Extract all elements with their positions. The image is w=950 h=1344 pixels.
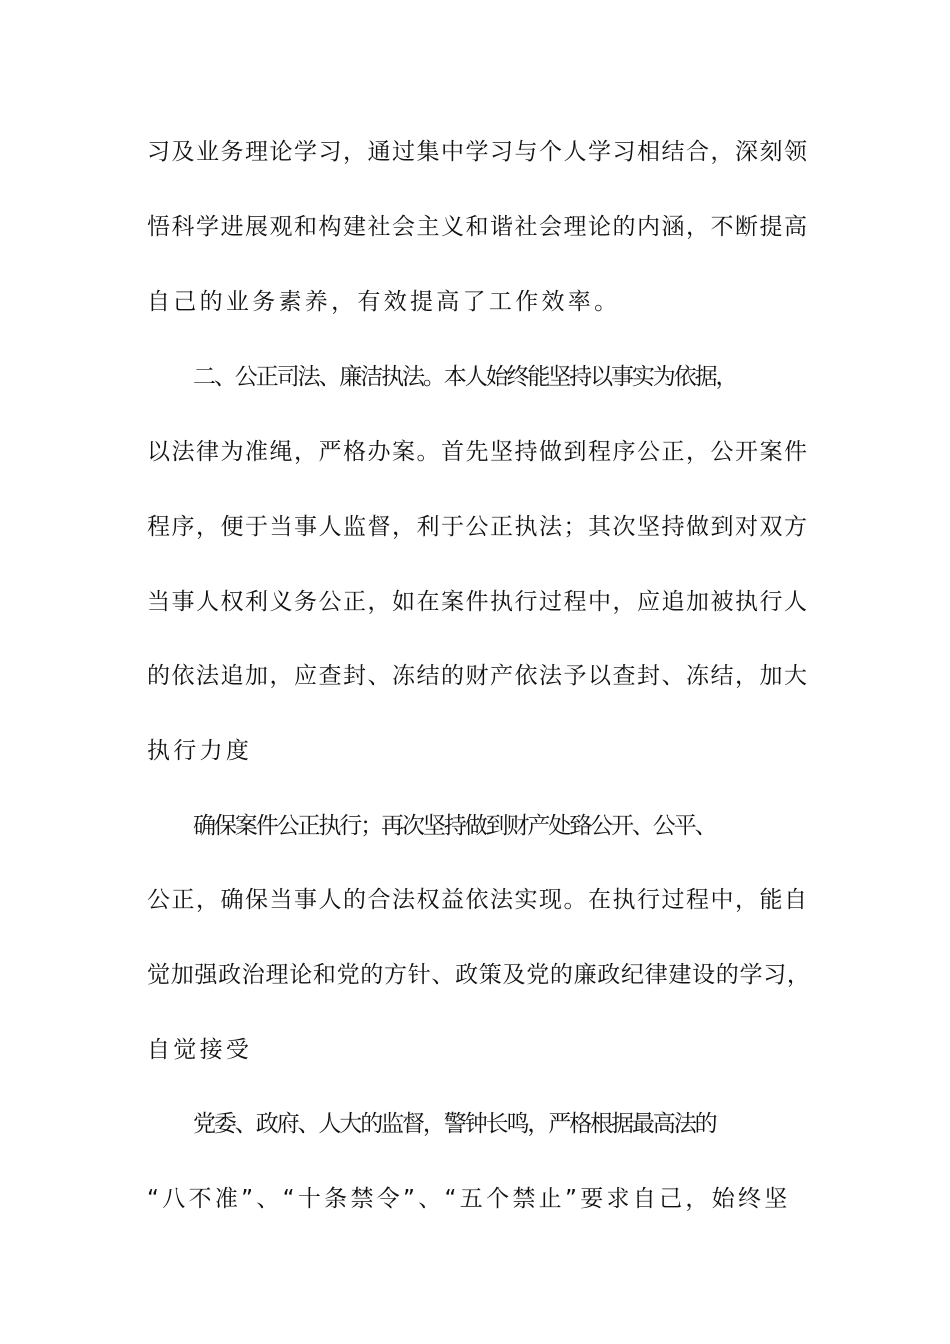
paragraph-line: 程序，便于当事人监督，利于公正执法；其次坚持做到对双方: [147, 514, 809, 540]
paragraph-line: 自己的业务素养，有效提高了工作效率。: [147, 289, 621, 315]
paragraph-line: 觉加强政治理论和党的方针、政策及党的廉政纪律建设的学习，: [147, 962, 811, 988]
paragraph-line: 当事人权利义务公正，如在案件执行过程中，应追加被执行人: [147, 589, 809, 615]
paragraph-line: 习及业务理论学习，通过集中学习与个人学习相结合，深刻领: [147, 139, 809, 165]
paragraph-line: 以法律为准绳，严格办案。首先坚持做到程序公正，公开案件: [147, 439, 809, 465]
paragraph-line: 执行力度: [147, 738, 253, 764]
paragraph-line: 自觉接受: [147, 1037, 253, 1063]
paragraph-line: 确保案件公正执行；再次坚持做到财产处臵公开、公平、: [193, 813, 716, 839]
paragraph-line: “八不准”、“十条禁令”、“五个禁止”要求自己，始终坚: [147, 1186, 791, 1212]
paragraph-line: 党委、政府、人大的监督，警钟长鸣，严格根据最高法的: [193, 1111, 716, 1137]
paragraph-line: 的依法追加，应查封、冻结的财产依法予以查封、冻结，加大: [147, 663, 809, 689]
paragraph-line: 二、公正司法、廉洁执法。本人始终能坚持以事实为依据，: [193, 364, 737, 390]
paragraph-line: 悟科学进展观和构建社会主义和谐社会理论的内涵，不断提高: [147, 214, 809, 240]
paragraph-line: 公正，确保当事人的合法权益依法实现。在执行过程中，能自: [147, 887, 809, 913]
